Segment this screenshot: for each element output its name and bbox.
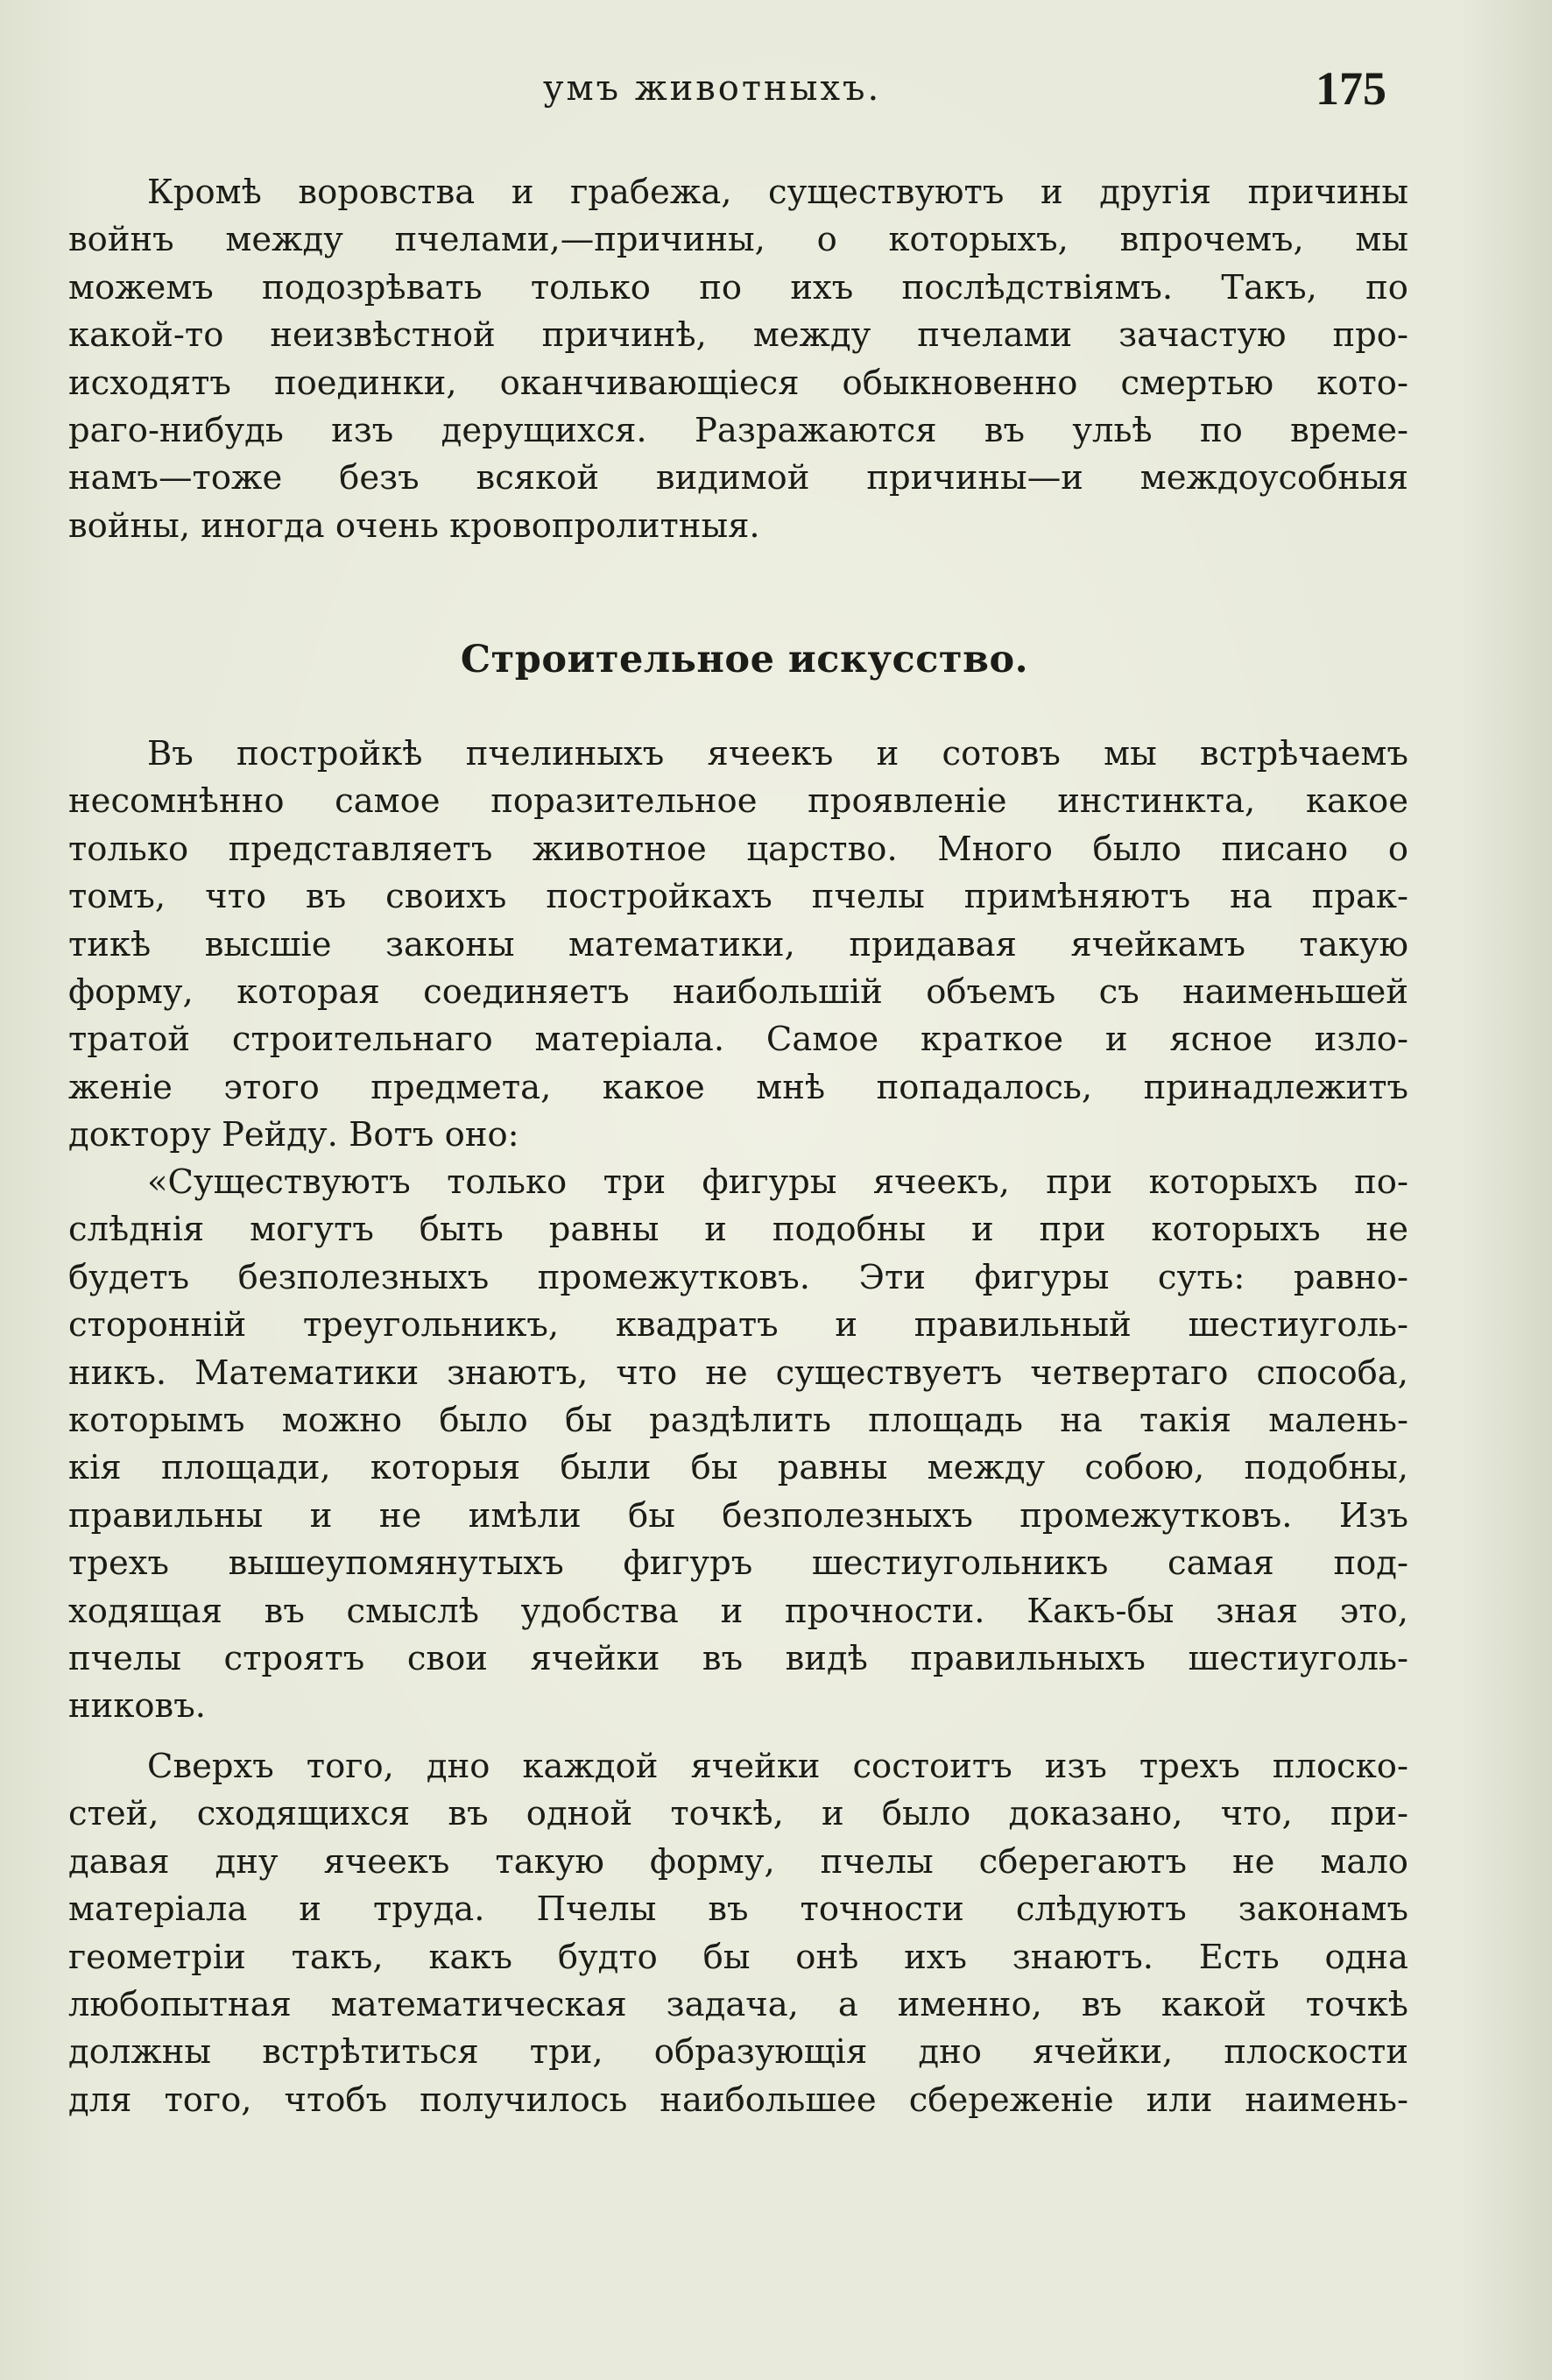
text-line: исходятъ поединки, оканчивающіеся обыкновенно смертью кото- <box>68 363 1408 403</box>
text-line: войнъ между пчелами,—причины, о которыхъ, впрочемъ, мы <box>68 220 1408 260</box>
text-line: для того, чтобъ получилось наибольшее сбереженіе или наимень- <box>68 2080 1408 2120</box>
text-line: пчелы строятъ свои ячейки въ видѣ правильныхъ шестиуголь- <box>68 1638 1408 1678</box>
text-line: какой-то неизвѣстной причинѣ, между пчелами зачастую про- <box>68 315 1408 356</box>
text-line: раго-нибудь изъ дерущихся. Разражаются въ ульѣ по време- <box>68 410 1408 450</box>
text-line: Сверхъ того, дно каждой ячейки состоитъ изъ трехъ плоско- <box>147 1747 1408 1786</box>
text-line: трехъ вышеупомянутыхъ фигуръ шестиугольникъ самая под- <box>68 1543 1408 1584</box>
text-line: стей, сходящихся въ одной точкѣ, и было доказано, что, при- <box>68 1794 1408 1834</box>
paragraph-2 <box>68 731 1408 1160</box>
paragraph-4 <box>68 1743 1408 2124</box>
text-line: доктору Рейду. Вотъ оно: <box>68 1115 519 1155</box>
text-line: ходящая въ смыслѣ удобства и прочности. Какъ-бы зная это, <box>68 1591 1408 1631</box>
text-line: никъ. Математики знаютъ, что не существуетъ четвертаго способа, <box>68 1352 1408 1393</box>
running-head: умъ животныхъ. <box>543 68 882 109</box>
text-line: «Существуютъ только три фигуры ячеекъ, при которыхъ по- <box>147 1162 1408 1202</box>
text-line: кія площади, которыя были бы равны между собою, подобны, <box>68 1448 1408 1488</box>
text-line: намъ—тоже безъ всякой видимой причины—и междоусобныя <box>68 458 1408 498</box>
text-line: матеріала и труда. Пчелы въ точности слѣдуютъ законамъ <box>68 1889 1408 1930</box>
text-line: войны, иногда очень кровопролитныя. <box>68 505 760 546</box>
text-line: слѣднія могутъ быть равны и подобны и при которыхъ не <box>68 1210 1408 1250</box>
paragraph-1 <box>68 169 1408 550</box>
section-heading: Строительное искусство. <box>460 638 1029 682</box>
text-line: тратой строительнаго матеріала. Самое краткое и ясное изло- <box>68 1020 1408 1060</box>
text-line: должны встрѣтиться три, образующія дно ячейки, плоскости <box>68 2032 1408 2073</box>
text-line: правильны и не имѣли бы безполезныхъ промежутковъ. Изъ <box>68 1495 1408 1536</box>
text-line: женіе этого предмета, какое мнѣ попадалось, принадлежитъ <box>68 1067 1408 1107</box>
text-line: Кромѣ воровства и грабежа, существуютъ и другія причины <box>147 173 1408 212</box>
text-line: никовъ. <box>68 1686 206 1727</box>
page-number: 175 <box>1316 62 1386 115</box>
text-line: любопытная математическая задача, а именно, въ какой точкѣ <box>68 1984 1408 2024</box>
text-line: только представляетъ животное царство. Много было писано о <box>68 829 1408 869</box>
text-line: можемъ подозрѣвать только по ихъ послѣдствіямъ. Такъ, по <box>68 267 1408 307</box>
text-line: тикѣ высшіе законы математики, придавая ячейкамъ такую <box>68 924 1408 964</box>
text-line: несомнѣнно самое поразительное проявленіе инстинкта, какое <box>68 781 1408 822</box>
text-line: которымъ можно было бы раздѣлить площадь на такія малень- <box>68 1400 1408 1440</box>
text-line: геометріи такъ, какъ будто бы онѣ ихъ знаютъ. Есть одна <box>68 1937 1408 1977</box>
paragraph-3-quote <box>68 1159 1408 1731</box>
text-line: томъ, что въ своихъ постройкахъ пчелы примѣняютъ на прак- <box>68 877 1408 917</box>
text-line: Въ постройкѣ пчелиныхъ ячеекъ и сотовъ мы встрѣчаемъ <box>147 734 1408 773</box>
text-line: сторонній треугольникъ, квадратъ и правильный шестиуголь- <box>68 1305 1408 1345</box>
text-line: давая дну ячеекъ такую форму, пчелы сберегаютъ не мало <box>68 1841 1408 1882</box>
text-line: форму, которая соединяетъ наибольшій объемъ съ наименьшей <box>68 971 1408 1012</box>
text-line: будетъ безполезныхъ промежутковъ. Эти фигуры суть: равно- <box>68 1257 1408 1297</box>
